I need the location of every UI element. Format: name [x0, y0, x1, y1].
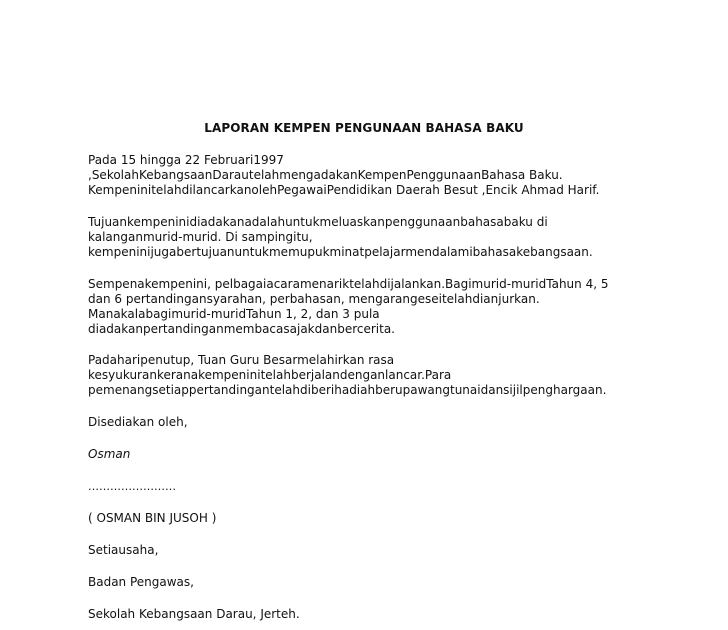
paragraph-line: diadakanpertandinganmembacasajakdanbercerita. — [88, 322, 395, 336]
paragraph-1 — [88, 153, 718, 198]
paragraph-line: Manakalabagimurid-muridTahun 1, 2, dan 3 pula — [88, 307, 380, 321]
paragraph-line: pemenangsetiappertandingantelahdiberihadiahberupawangtunaidansijilpenghargaan. — [88, 383, 607, 397]
prepared-by-label: Disediakan oleh, — [88, 415, 188, 429]
paragraph-4 — [88, 353, 718, 398]
signatory-full-name: ( OSMAN BIN JUSOH ) — [88, 511, 217, 525]
paragraph-line: Pada 15 hingga 22 Februari1997 — [88, 153, 284, 167]
signature-name: Osman — [88, 447, 131, 461]
paragraph-line: Kempeninitelahdilancarkanoleh​PegawaiPendidikan Daerah Besut ,Encik Ahmad Harif. — [88, 183, 600, 197]
paragraph-2 — [88, 215, 718, 260]
paragraph-line: Tujuankempeninidiadakanadalahuntukmeluaskanpenggunaanbahasabaku di — [88, 215, 548, 229]
paragraph-line: Sempenakempenini, pelbagaiacaramenariktelahdijalankan.Bagimurid-muridTahun 4, 5 — [88, 277, 609, 291]
document-title: LAPORAN KEMPEN PENGUNAAN BAHASA BAKU — [204, 121, 524, 135]
paragraph-line: kalanganmurid-murid. Di sampingitu, — [88, 230, 313, 244]
paragraph-3 — [88, 277, 718, 337]
paragraph-line: kesyukurankeranakempeninitelahberjalandenganlancar.Para — [88, 368, 452, 382]
paragraph-line: ,SekolahKebangsaanDarautelahmengadakanKempenPenggunaanBahasa Baku. — [88, 168, 563, 182]
signatory-school: Sekolah Kebangsaan Darau, Jerteh. — [88, 607, 300, 621]
signatory-position: Setiausaha, — [88, 543, 159, 557]
signature-dotted-line: …………………… — [88, 480, 176, 493]
signatory-body: Badan Pengawas, — [88, 575, 194, 589]
paragraph-line: Padaharipenutup, Tuan Guru Besarmelahirkan rasa — [88, 353, 395, 367]
paragraph-line: dan 6 pertandingansyarahan, perbahasan, mengarangeseitelahdianjurkan. — [88, 292, 540, 306]
paragraph-line: kempeninijugabertujuanuntukmemupukminatpelajarmendalamibahasakebangsaan. — [88, 245, 593, 259]
